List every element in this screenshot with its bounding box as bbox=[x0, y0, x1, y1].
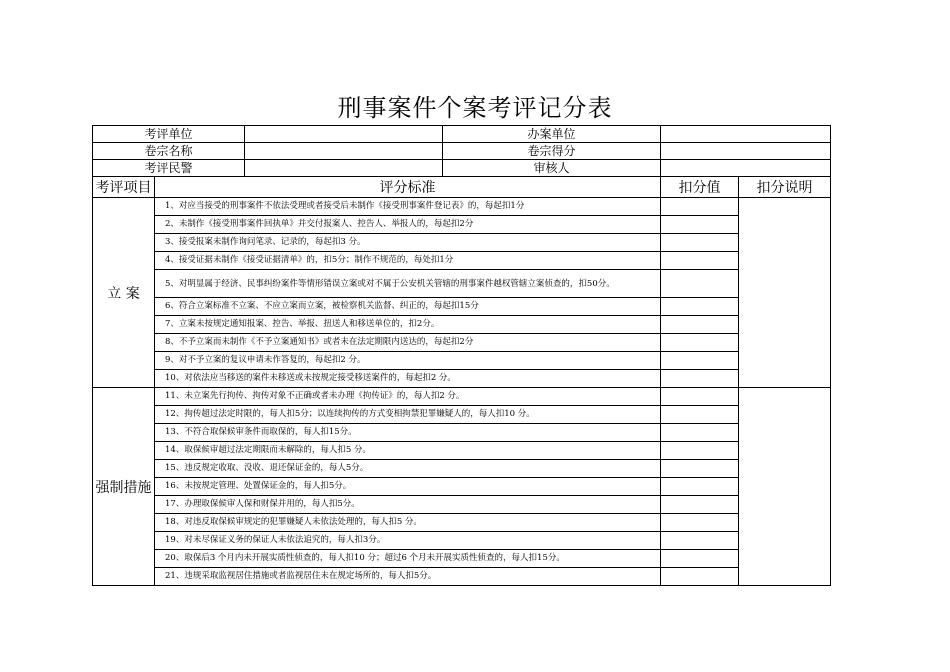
criteria-item: 1、对应当接受的刑事案件不依法受理或者接受后未制作《接受刑事案件登记表》的，每起扣1分 bbox=[155, 198, 661, 216]
deduction-cell[interactable] bbox=[661, 234, 739, 252]
header-row bbox=[93, 177, 831, 198]
criteria-item: 4、接受证据未制作《接受证据清单》的，扣5分；制作不规范的，每处扣1分 bbox=[155, 252, 661, 270]
deduction-cell[interactable] bbox=[661, 568, 739, 586]
info-label-evaluating-unit: 考评单位 bbox=[93, 126, 245, 143]
info-value-file-score[interactable] bbox=[661, 143, 831, 160]
criteria-row bbox=[93, 334, 831, 352]
criteria-item: 2、未制作《接受刑事案件回执单》并交付报案人、控告人、举报人的，每起扣2分 bbox=[155, 216, 661, 234]
criteria-row bbox=[93, 496, 831, 514]
header-criteria: 评分标准 bbox=[155, 177, 661, 198]
explanation-cell[interactable] bbox=[739, 388, 831, 586]
criteria-row bbox=[93, 514, 831, 532]
criteria-row bbox=[93, 216, 831, 234]
criteria-row bbox=[93, 352, 831, 370]
criteria-item: 10、对依法应当移送的案件未移送或未按规定接受移送案件的，每起扣2 分。 bbox=[155, 370, 661, 388]
info-value-file-name[interactable] bbox=[245, 143, 443, 160]
criteria-item: 15、违反规定收取、没收、退还保证金的，每人5分。 bbox=[155, 460, 661, 478]
info-value-evaluator[interactable] bbox=[245, 160, 443, 177]
criteria-row bbox=[93, 270, 831, 298]
info-value-evaluating-unit[interactable] bbox=[245, 126, 443, 143]
info-value-handling-unit[interactable] bbox=[661, 126, 831, 143]
criteria-item: 7、立案未按规定通知报案、控告、举报、扭送人和移送单位的，扣2分。 bbox=[155, 316, 661, 334]
criteria-row bbox=[93, 568, 831, 586]
criteria-row bbox=[93, 550, 831, 568]
deduction-cell[interactable] bbox=[661, 550, 739, 568]
deduction-cell[interactable] bbox=[661, 298, 739, 316]
deduction-cell[interactable] bbox=[661, 496, 739, 514]
criteria-row bbox=[93, 198, 831, 216]
criteria-row bbox=[93, 252, 831, 270]
header-item: 考评项目 bbox=[93, 177, 155, 198]
criteria-item: 3、接受报案未制作询问笔录、记录的，每起扣3 分。 bbox=[155, 234, 661, 252]
deduction-cell[interactable] bbox=[661, 460, 739, 478]
deduction-cell[interactable] bbox=[661, 388, 739, 406]
info-label-evaluator: 考评民警 bbox=[93, 160, 245, 177]
deduction-cell[interactable] bbox=[661, 478, 739, 496]
info-value-reviewer[interactable] bbox=[661, 160, 831, 177]
criteria-item: 12、拘传超过法定时限的，每人扣5分；以连续拘传的方式变相拘禁犯罪嫌疑人的，每人扣10 分。 bbox=[155, 406, 661, 424]
criteria-row bbox=[93, 478, 831, 496]
criteria-row bbox=[93, 316, 831, 334]
deduction-cell[interactable] bbox=[661, 316, 739, 334]
criteria-item: 16、未按规定管理、处置保证金的，每人扣5分。 bbox=[155, 478, 661, 496]
criteria-item: 8、不予立案而未制作《不予立案通知书》或者未在法定期限内送达的，每起扣2分 bbox=[155, 334, 661, 352]
info-label-file-score: 卷宗得分 bbox=[443, 143, 661, 160]
deduction-cell[interactable] bbox=[661, 424, 739, 442]
criteria-item: 17、办理取保候审人保和财保并用的，每人扣5分。 bbox=[155, 496, 661, 514]
deduction-cell[interactable] bbox=[661, 198, 739, 216]
deduction-cell[interactable] bbox=[661, 442, 739, 460]
criteria-row bbox=[93, 460, 831, 478]
criteria-row bbox=[93, 234, 831, 252]
header-deduction: 扣分值 bbox=[661, 177, 739, 198]
criteria-item: 5、对明显属于经济、民事纠纷案件等情形错误立案或对不属于公安机关管辖的刑事案件越权管辖立案侦查的，扣50分。 bbox=[155, 270, 661, 298]
criteria-row bbox=[93, 532, 831, 550]
deduction-cell[interactable] bbox=[661, 252, 739, 270]
header-explanation: 扣分说明 bbox=[739, 177, 831, 198]
category-qiangzhi: 强制措施 bbox=[93, 388, 155, 586]
criteria-row bbox=[93, 406, 831, 424]
deduction-cell[interactable] bbox=[661, 216, 739, 234]
deduction-cell[interactable] bbox=[661, 406, 739, 424]
deduction-cell[interactable] bbox=[661, 352, 739, 370]
criteria-item: 20、取保后3 个月内未开展实质性侦查的，每人扣10 分；超过6 个月未开展实质性侦查的，每人扣15分。 bbox=[155, 550, 661, 568]
criteria-row bbox=[93, 388, 831, 406]
info-row bbox=[93, 126, 831, 143]
deduction-cell[interactable] bbox=[661, 514, 739, 532]
criteria-item: 11、未立案先行拘传、拘传对象不正确或者未办理《拘传证》的，每人扣2 分。 bbox=[155, 388, 661, 406]
criteria-row bbox=[93, 298, 831, 316]
deduction-cell[interactable] bbox=[661, 532, 739, 550]
deduction-cell[interactable] bbox=[661, 270, 739, 298]
deduction-cell[interactable] bbox=[661, 370, 739, 388]
criteria-item: 18、对违反取保候审规定的犯罪嫌疑人未依法处理的，每人扣5 分。 bbox=[155, 514, 661, 532]
criteria-row bbox=[93, 442, 831, 460]
info-label-reviewer: 审核人 bbox=[443, 160, 661, 177]
criteria-item: 13、不符合取保候审条件而取保的，每人扣15分。 bbox=[155, 424, 661, 442]
info-label-file-name: 卷宗名称 bbox=[93, 143, 245, 160]
criteria-item: 9、对不予立案的复议申请未作答复的，每起扣2 分。 bbox=[155, 352, 661, 370]
page-title: 刑事案件个案考评记分表 bbox=[337, 94, 613, 122]
info-row bbox=[93, 160, 831, 177]
info-label-handling-unit: 办案单位 bbox=[443, 126, 661, 143]
criteria-item: 6、符合立案标准不立案、不应立案而立案，被检察机关监督、纠正的，每起扣15分 bbox=[155, 298, 661, 316]
info-row bbox=[93, 143, 831, 160]
criteria-row bbox=[93, 370, 831, 388]
explanation-cell[interactable] bbox=[739, 198, 831, 388]
category-lian: 立 案 bbox=[93, 198, 155, 388]
criteria-item: 19、对未尽保证义务的保证人未依法追究的，每人扣3分。 bbox=[155, 532, 661, 550]
deduction-cell[interactable] bbox=[661, 334, 739, 352]
score-table bbox=[92, 125, 831, 586]
criteria-row bbox=[93, 424, 831, 442]
criteria-item: 14、取保候审超过法定期限而未解除的，每人扣5 分。 bbox=[155, 442, 661, 460]
criteria-item: 21、违规采取监视居住措施或者监视居住未在规定场所的，每人扣5分。 bbox=[155, 568, 661, 586]
